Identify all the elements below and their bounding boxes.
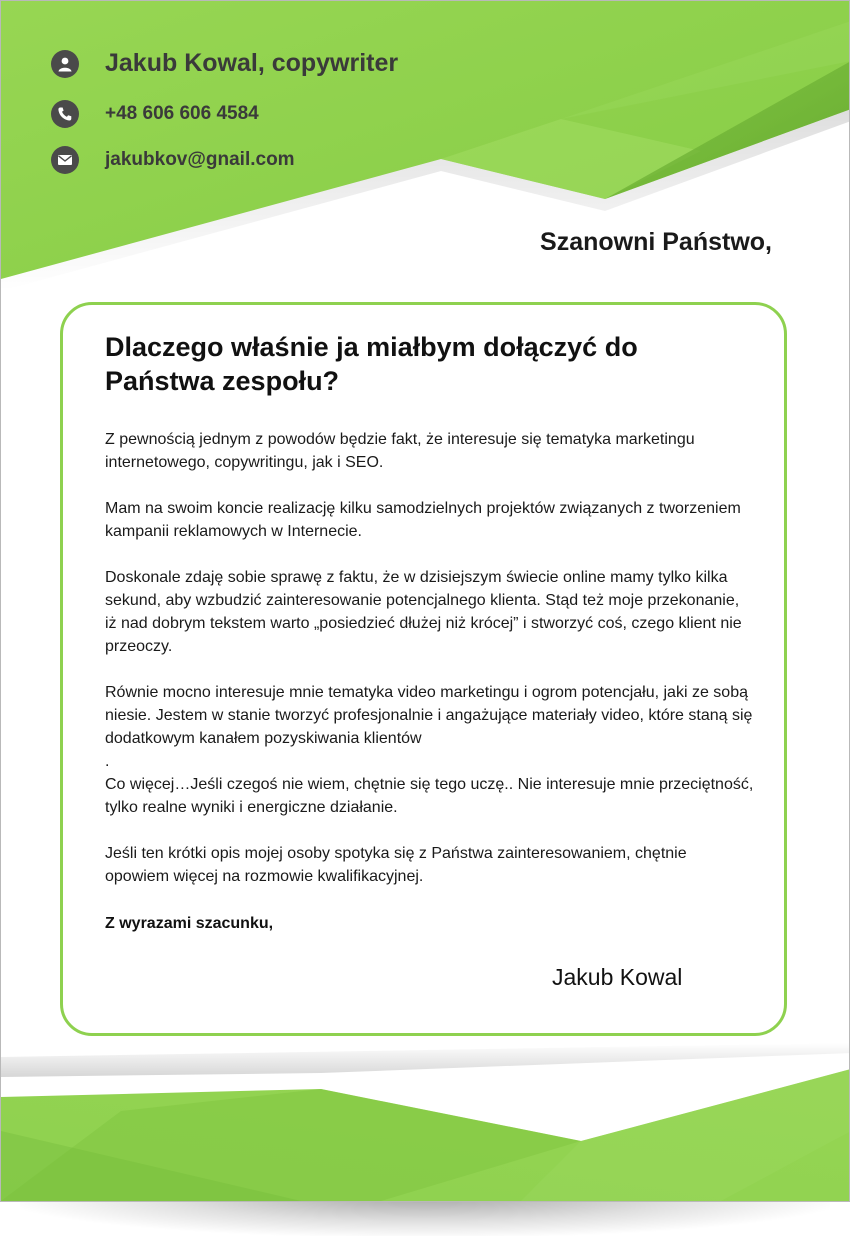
phone-number: +48 606 606 4584	[105, 103, 259, 124]
applicant-name: Jakub Kowal, copywriter	[105, 49, 399, 77]
paragraph: Doskonale zdaję sobie sprawę z faktu, że w dzisiejszym świecie online mamy tylko kilka sekund, aby wzbudzić zainteresowanie potencjalnego klienta. Stąd też moje przekonanie, iż nad dobrym tekstem warto „posiedzieć dłużej niż krócej” i stworzyć coś, czego klient nie przeoczy.	[105, 569, 742, 655]
paragraph: Z pewnością jednym z powodów będzie fakt, że interesuje się tematyka marketingu internetowego, copywritingu, jak i SEO.	[105, 431, 695, 471]
closing-phrase: Z wyrazami szacunku,	[105, 915, 274, 932]
page-shadow	[20, 1196, 830, 1236]
email-address: jakubkov@gnail.com	[105, 149, 295, 170]
contact-name-row	[51, 49, 398, 78]
paragraph: Mam na swoim koncie realizację kilku samodzielnych projektów związanych z tworzeniem kampanii reklamowych w Internecie.	[105, 500, 741, 540]
signature: Jakub Kowal	[552, 964, 683, 990]
envelope-icon	[51, 146, 79, 174]
user-icon	[51, 50, 79, 78]
salutation: Szanowni Państwo,	[540, 228, 772, 256]
paragraph: Jeśli ten krótki opis mojej osoby spotyka się z Państwa zainteresowaniem, chętnie opowiem więcej na rozmowie kwalifikacyjnej.	[105, 845, 687, 885]
paragraph: Równie mocno interesuje mnie tematyka video marketingu i ogrom potencjału, jaki ze sobą niesie. Jestem w stanie tworzyć profesjonalnie i angażujące materiały video, które staną się dodatkowym kanałem pozyskiwania klientów	[105, 684, 753, 747]
phone-icon	[51, 100, 79, 128]
letter-body	[105, 428, 755, 911]
contact-email-row	[51, 146, 295, 174]
letter-heading: Dlaczego właśnie ja miałbym dołączyć do Państwa zespołu?	[105, 332, 638, 396]
paragraph: Co więcej…Jeśli czegoś nie wiem, chętnie się tego uczę.. Nie interesuje mnie przeciętność, tylko realne wyniki i energiczne działanie.	[105, 776, 754, 816]
contact-phone-row	[51, 100, 259, 128]
paragraph-dot: .	[105, 753, 110, 770]
